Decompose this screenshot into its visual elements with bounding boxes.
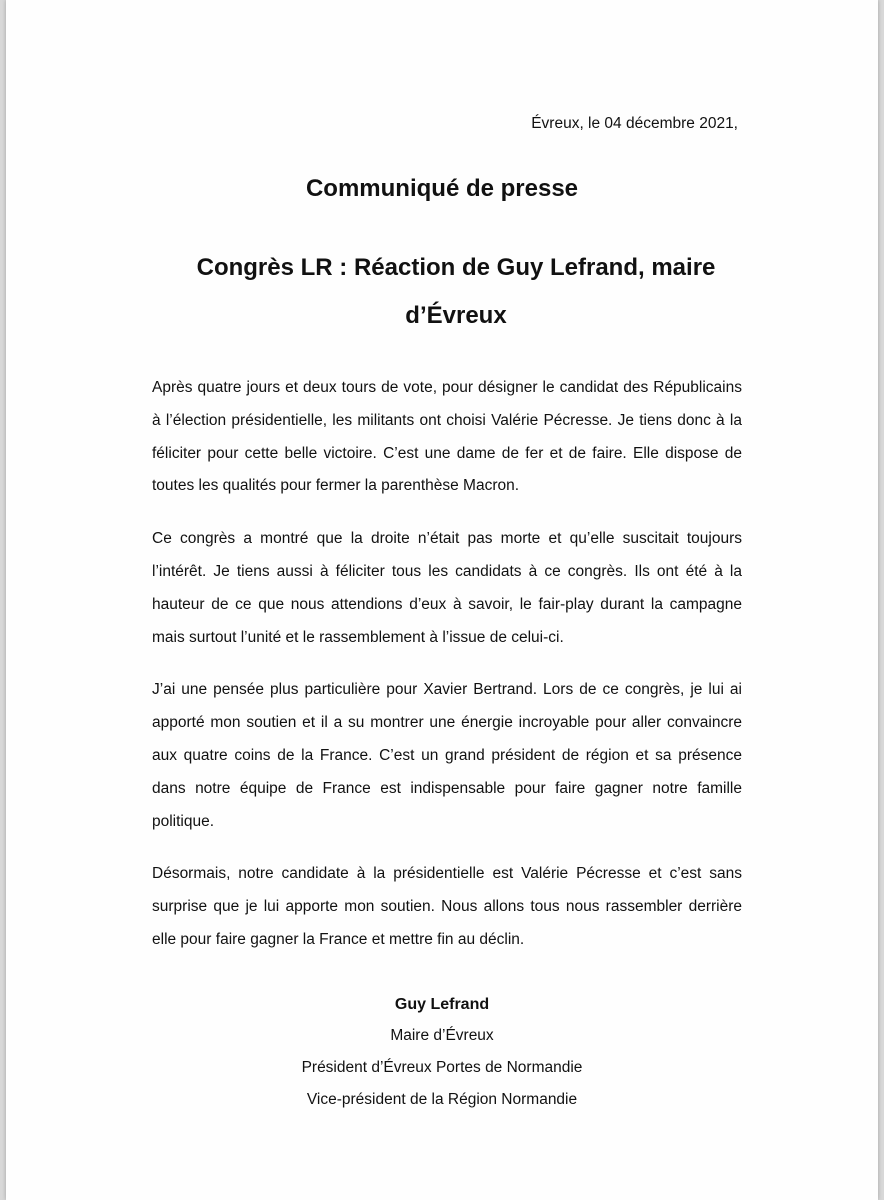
document-subtitle: Congrès LR : Réaction de Guy Lefrand, maire d’Évreux — [196, 254, 716, 329]
paragraph-4: Désormais, notre candidate à la présidentielle est Valérie Pécresse et c’est sans surprise que je lui apporte mon soutien. Nous allons tous nous rassembler derrière elle pour faire gagner la France et mettre fin au déclin. — [152, 865, 742, 948]
signature-title-president: Président d’Évreux Portes de Normandie — [301, 1059, 583, 1076]
paragraph-2: Ce congrès a montré que la droite n’était pas morte et qu’elle suscitait toujours l’intérêt. Je tiens aussi à féliciter tous les candidats à ce congrès. Ils ont été à la hauteur de ce que nous attendions d’eux à savoir, le fair-play durant la campagne mais surtout l’unité et le rassemblement à l’issue de celui-ci. — [152, 530, 742, 646]
document-body — [152, 372, 742, 977]
signature-title-vice-president: Vice-président de la Région Normandie — [306, 1091, 578, 1108]
document-title: Communiqué de presse — [305, 175, 579, 202]
paragraph-3: J’ai une pensée plus particulière pour Xavier Bertrand. Lors de ce congrès, je lui ai apporté mon soutien et il a su montrer une énergie incroyable pour aller convaincre aux quatre coins de la France. C’est un grand président de région et sa présence dans notre équipe de France est indispensable pour faire gagner notre famille politique. — [152, 681, 742, 830]
date-line: Évreux, le 04 décembre 2021, — [531, 115, 738, 132]
signature-title-mayor: Maire d’Évreux — [390, 1027, 494, 1044]
signature-block — [0, 990, 884, 1116]
signature-name: Guy Lefrand — [394, 996, 490, 1013]
paragraph-1: Après quatre jours et deux tours de vote, pour désigner le candidat des Républicains à l’élection présidentielle, les militants ont choisi Valérie Pécresse. Je tiens donc à la féliciter pour cette belle victoire. C’est une dame de fer et de faire. Elle dispose de toutes les qualités pour fermer la parenthèse Macron. — [152, 379, 742, 495]
